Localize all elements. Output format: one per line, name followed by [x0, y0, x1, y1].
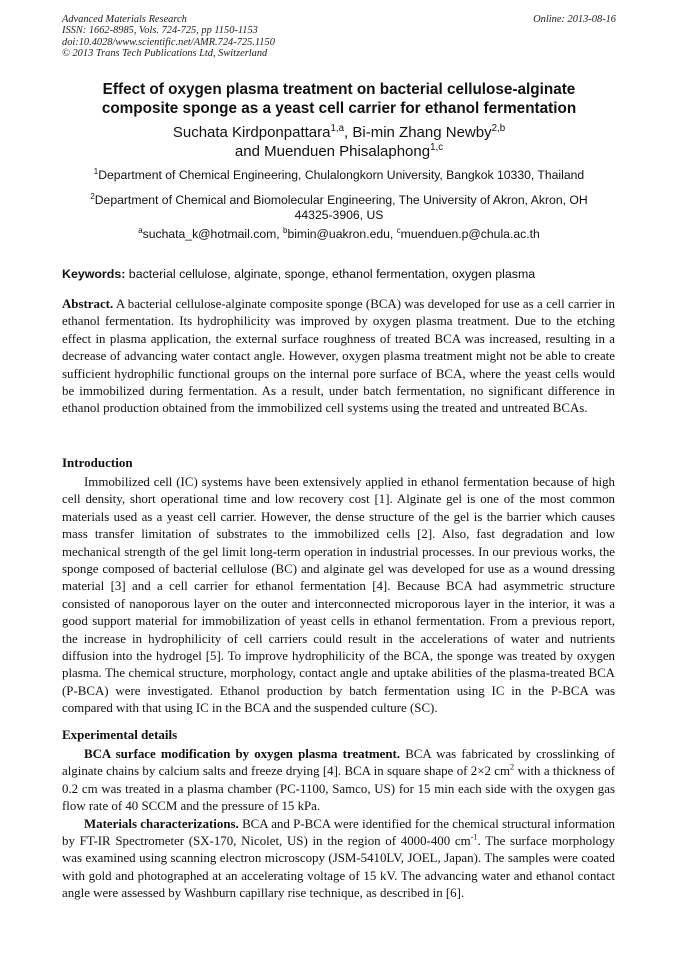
email-c: muenduen.p@chula.ac.th: [400, 227, 540, 241]
abstract-text: A bacterial cellulose-alginate composite sponge (BCA) was developed for use as a cell carrier in ethanol fermentation. Its hydrophilicity was improved by oxygen plasma treatment. Due to the etching effect in plasma application, the external surface roughness of treated BCA was increased, resulting in a decrease of advancing water contact angle. However, oxygen plasma treatment might not be able to create sufficient hydrophilic functional groups on the internal pore surface of BCA, where the yeast cells would be immobilized during fermentation. As a result, under batch fermentation, no significant difference in ethanol production obtained from the immobilized cell systems using the treated and untreated BCAs.: [62, 297, 615, 416]
introduction-heading: Introduction: [62, 455, 133, 470]
experimental-p2-sup: -1: [470, 832, 478, 842]
experimental-p2-text-b: . The surface morphology was examined using scanning electron microscopy (JSM-5410LV, JOEL, Japan). The samples were coated with gold and photographed at an accelerating voltage of 15 kV. The advancing water and ethanol contact angle were assessed by Washburn capillary rise technique, as described in [6].: [62, 834, 615, 901]
email-b: bimin@uakron.edu,: [287, 227, 397, 241]
affiliation-1: [62, 168, 616, 183]
experimental-p1-text-b: with a thickness of 0.2 cm was treated in a plasma chamber (PC-1100, Samco, US) for 15 min each side with the oxygen gas flow rate of 40 SCCM and the pressure of 15 kPa.: [62, 764, 615, 814]
author-2-affil: 2,b: [491, 123, 506, 134]
keywords-label: Keywords:: [62, 267, 126, 281]
title-line-2: composite sponge as a yeast cell carrier for ethanol fermentation: [101, 100, 577, 117]
author-3: Muenduen Phisalaphong: [264, 143, 431, 160]
abstract: [62, 296, 615, 418]
journal-header: [62, 14, 616, 60]
experimental-paragraph-2: [62, 816, 615, 903]
paper-title: [62, 80, 616, 118]
affiliation-1-text: Department of Chemical Engineering, Chulalongkorn University, Bangkok 10330, Thailand: [98, 168, 585, 182]
email-c-marker: c: [396, 225, 401, 235]
issn-line: ISSN: 1662-8985, Vols. 724-725, pp 1150-1153: [62, 25, 258, 37]
author-list: [62, 123, 616, 161]
affiliation-2: [62, 193, 616, 223]
author-line-2: [62, 142, 616, 161]
author-3-affil: 1,c: [430, 142, 444, 153]
author-2: Bi-min Zhang Newby: [352, 124, 492, 141]
introduction: [62, 474, 615, 718]
abstract-label: Abstract.: [62, 297, 114, 311]
author-1-affil: 1,a: [330, 123, 345, 134]
experimental-p1-sup: 2: [510, 763, 515, 773]
doi-line: doi:10.4028/www.scientific.net/AMR.724-725.1150: [62, 36, 275, 48]
author-and: and: [234, 143, 265, 160]
experimental-p1-text-a: BCA was fabricated by crosslinking of alginate chains by calcium salts and freeze drying [4]. BCA in square shape of 2×2 cm: [62, 747, 615, 779]
affiliation-2-text: Department of Chemical and Biomolecular Engineering, The University of Akron, Akron, OH: [94, 193, 588, 207]
author-line-1: [62, 123, 616, 142]
experimental-p2-text-a: BCA and P-BCA were identified for the chemical structural information by FT-IR Spectrometer (SX-170, Nicolet, US) in the region of 4000-400 cm: [62, 816, 615, 849]
experimental-p2-title: Materials characterizations.: [84, 816, 239, 831]
email-a-marker: a: [138, 225, 143, 235]
affiliation-2-number: 2: [90, 191, 95, 201]
journal-name: Advanced Materials Research: [62, 14, 187, 25]
affiliation-2-line-2: 44325-3906, US: [294, 208, 384, 222]
keywords-text: bacterial cellulose, alginate, sponge, ethanol fermentation, oxygen plasma: [125, 267, 536, 281]
email-line: [62, 227, 616, 242]
author-separator: ,: [344, 124, 353, 141]
title-line-1: Effect of oxygen plasma treatment on bacterial cellulose-alginate: [102, 81, 576, 98]
introduction-paragraph: Immobilized cell (IC) systems have been extensively applied in ethanol fermentation because of high cell density, short operational time and low recovery cost [1]. Alginate gel is one of the most common materials used as a yeast cell carrier. However, the dense structure of the gel is the barrier which causes mass transfer limitation of substrates to the immobilized cells [2]. Also, fast degradation and low mechanical strength of the gel limit long-term operation in industrial processes. In our previous works, the sponge composed of bacterial cellulose (BC) and alginate gel was developed for use as a wound dressing material [3] and a cell carrier for ethanol fermentation [4]. Because BCA had asymmetric structure consisted of nanoporous layer on the outer and interconnected microporous layer in the interior, it was a good support material for immobilization of yeast cells in ethanol fermentation. From a previous report, the increase in hydrophilicity of cell carriers could result in the accelerations of water and nutrients diffusion into the hydrogel [5]. To improve hydrophilicity of the BCA, the sponge was treated by oxygen plasma. The chemical structure, morphology, contact angle and uptake abilities of the plasma-treated BCA (P-BCA) were investigated. Ethanol production by batch fermentation using IC in the P-BCA was compared with that using IC in the BCA and the suspended culture (SC).: [62, 475, 615, 716]
abstract-paragraph: [62, 296, 615, 418]
experimental-details: [62, 746, 615, 903]
experimental-p1-title: BCA surface modification by oxygen plasma treatment.: [84, 747, 401, 761]
experimental-paragraph-1: [62, 746, 615, 816]
author-1: Suchata Kirdponpattara: [172, 124, 331, 141]
online-date: Online: 2013-08-16: [533, 14, 616, 25]
email-a: suchata_k@hotmail.com,: [142, 227, 284, 241]
email-b-marker: b: [283, 225, 288, 235]
copyright-line: © 2013 Trans Tech Publications Ltd, Switzerland: [62, 48, 268, 60]
affiliation-1-number: 1: [93, 166, 99, 176]
experimental-heading: Experimental details: [62, 727, 178, 742]
affiliation-2-line-1: [62, 193, 616, 208]
keywords: [62, 267, 616, 282]
